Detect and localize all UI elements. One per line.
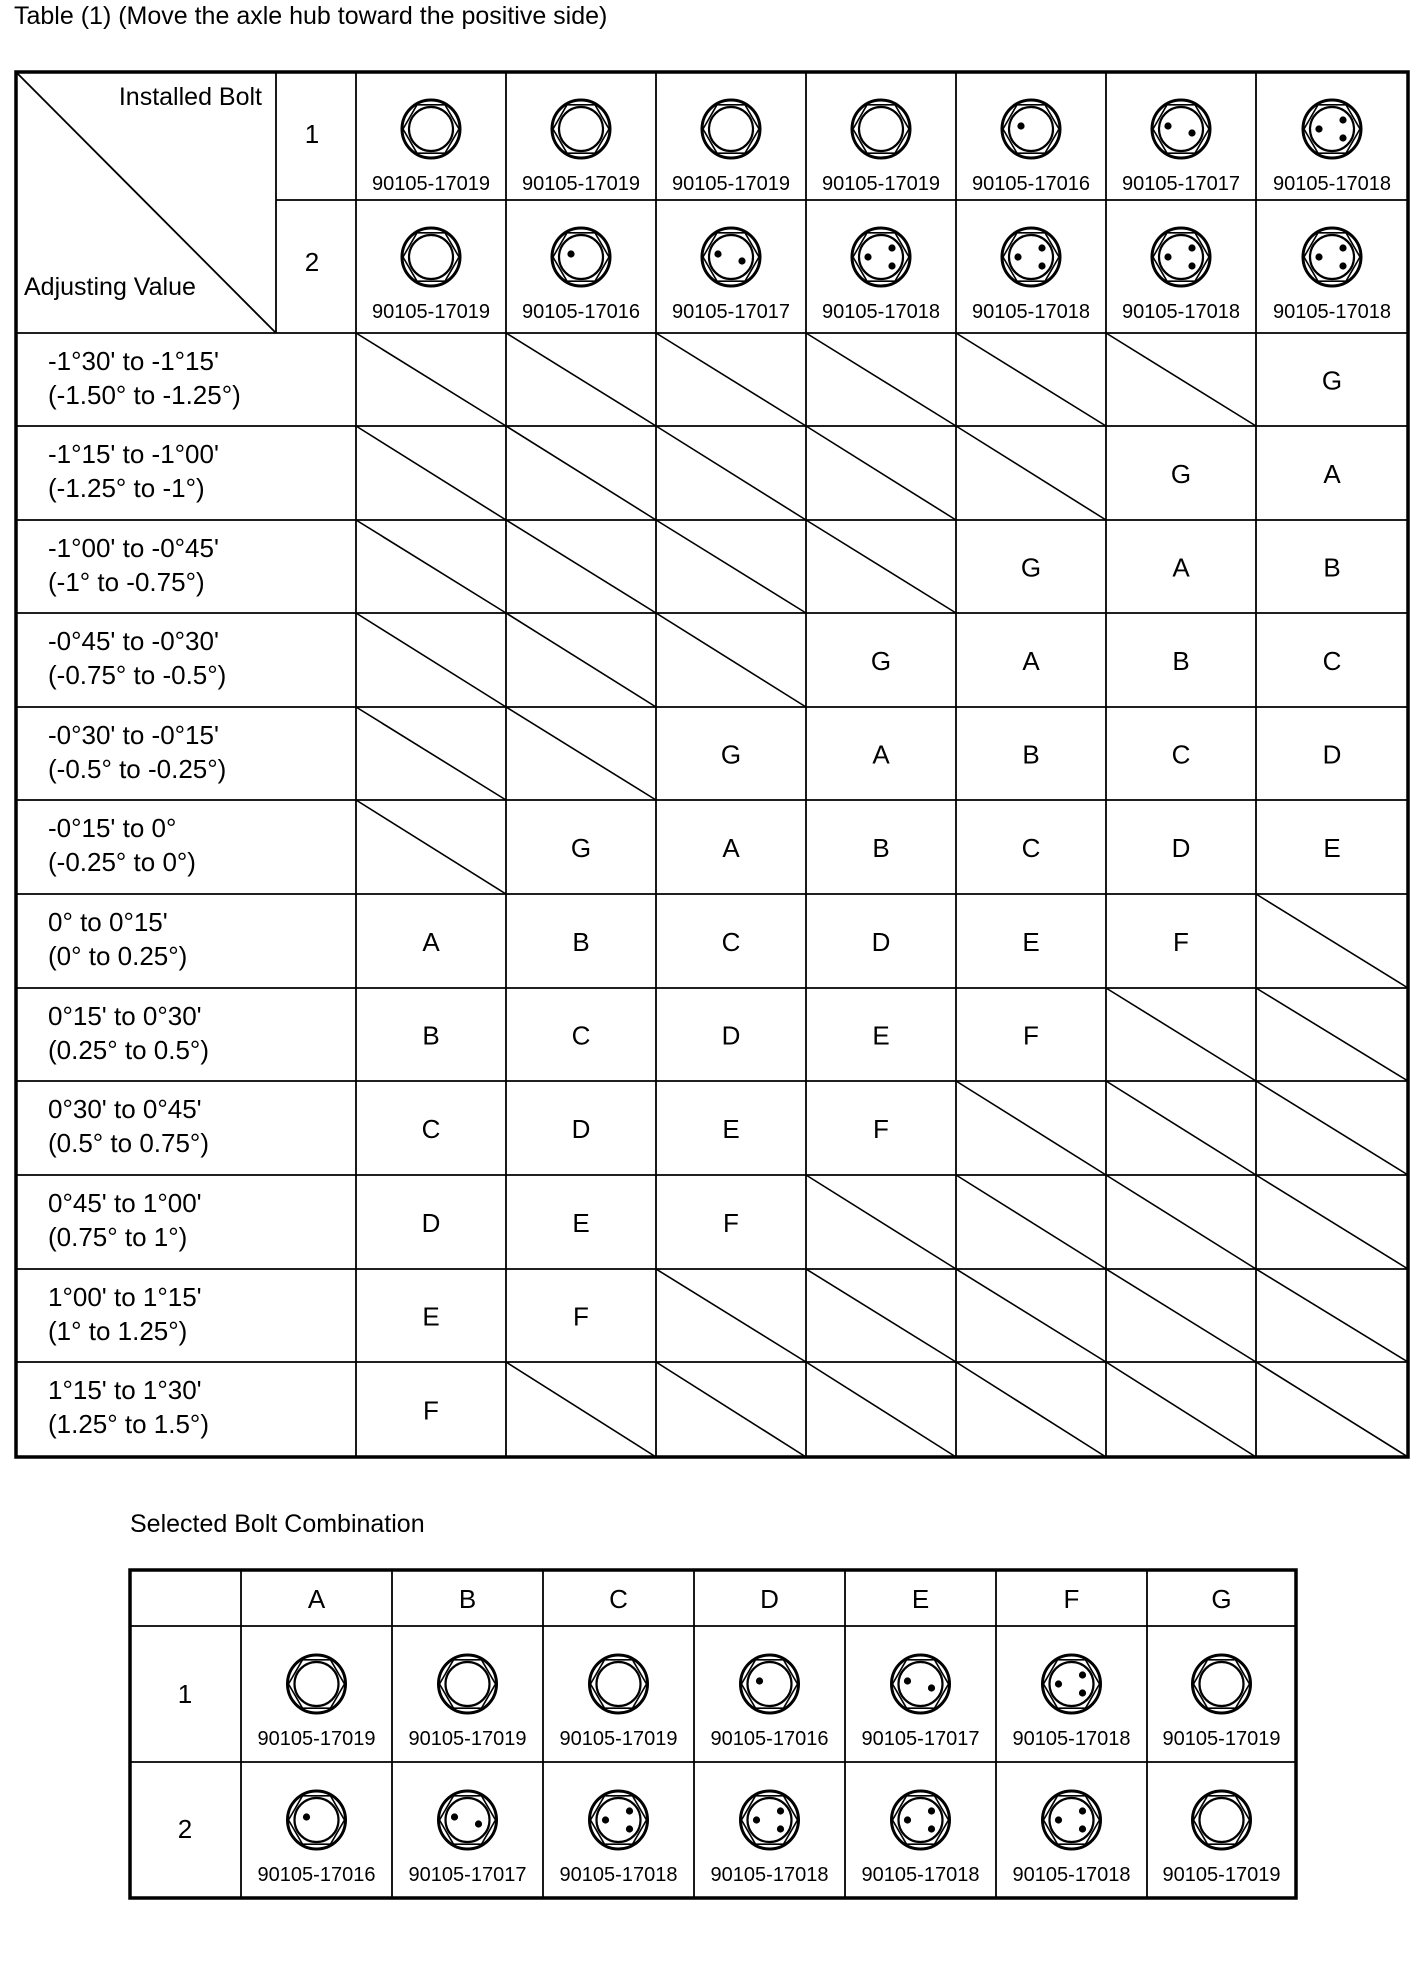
- bolt-icon: [439, 1791, 497, 1849]
- part-number: 90105-17019: [372, 301, 490, 323]
- combo-letter: D: [721, 1020, 741, 1051]
- bolt-inner-circle: [446, 1798, 490, 1842]
- bolt-hex: [289, 1796, 345, 1844]
- bolt-icon: [1193, 1655, 1251, 1713]
- bolt-icon: [741, 1791, 799, 1849]
- bolt-outer-circle: [439, 1655, 497, 1713]
- bolt-hex: [289, 1660, 345, 1708]
- table-caption: Table (1) (Move the axle hub toward the positive side): [14, 2, 608, 30]
- combo-header-letter: G: [1211, 1584, 1232, 1614]
- combo-letter: C: [1171, 739, 1191, 770]
- combo-letter: D: [571, 1114, 591, 1144]
- bolt-dot: [1079, 1671, 1086, 1678]
- range-label: -0°45' to -0°30': [48, 626, 219, 656]
- bolt-inner-circle: [748, 1662, 792, 1706]
- bolt-hex: [591, 1796, 647, 1844]
- combo-letter: B: [572, 927, 590, 957]
- range-label: 0° to 0°15': [48, 907, 168, 937]
- part-number: 90105-17018: [972, 301, 1090, 323]
- bolt-dot: [475, 1820, 482, 1827]
- combo-letter: F: [723, 1208, 739, 1238]
- combo-letter: G: [1321, 365, 1343, 396]
- installed-bolt-label: Installed Bolt: [118, 83, 262, 111]
- combo-letter: B: [422, 1020, 440, 1051]
- part-number: 90105-17018: [1273, 301, 1391, 323]
- bolt-icon: [1043, 1791, 1101, 1849]
- bolt-outer-circle: [892, 1791, 950, 1849]
- range-degrees: (1.25° to 1.5°): [48, 1409, 209, 1439]
- bolt-dot: [753, 1816, 760, 1823]
- range-degrees: (-0.25° to 0°): [48, 847, 196, 877]
- combo-letter: G: [570, 833, 592, 863]
- combo-letter: C: [1322, 646, 1342, 676]
- combo-part-number: 90105-17018: [559, 1864, 678, 1886]
- combo-letter: F: [573, 1301, 589, 1332]
- part-number: 90105-17016: [522, 301, 640, 323]
- bolt-dot: [928, 1684, 935, 1691]
- range-degrees: (-1.25° to -1°): [48, 473, 205, 503]
- bolt-row-2-label: 2: [304, 247, 320, 277]
- bolt-hex: [591, 1660, 647, 1708]
- bolt-outer-circle: [1043, 1655, 1101, 1713]
- combo-letter: A: [722, 833, 740, 863]
- bolt-inner-circle: [1200, 1662, 1244, 1706]
- bolt-dot: [1055, 1816, 1062, 1823]
- combo-letter: C: [1021, 833, 1041, 863]
- bolt-hex: [1044, 1660, 1100, 1708]
- bolt-dot: [626, 1807, 633, 1814]
- bolt-hex: [893, 1796, 949, 1844]
- combo-letter: E: [1323, 833, 1341, 863]
- bolt-inner-circle: [295, 1662, 339, 1706]
- range-degrees: (0° to 0.25°): [48, 941, 188, 971]
- combo-letter: D: [871, 927, 891, 957]
- combo-part-number: 90105-17018: [710, 1864, 829, 1886]
- bolt-outer-circle: [439, 1791, 497, 1849]
- part-number: 90105-17017: [672, 301, 790, 323]
- bolt-dot: [1079, 1807, 1086, 1814]
- combo-letter: A: [1022, 646, 1040, 676]
- bolt-outer-circle: [288, 1791, 346, 1849]
- bolt-outer-circle: [288, 1655, 346, 1713]
- combo-letter: C: [571, 1020, 591, 1051]
- bolt-hex: [1194, 1660, 1250, 1708]
- combo-letter: B: [1022, 739, 1040, 770]
- range-label: -1°00' to -0°45': [48, 533, 219, 563]
- part-number: 90105-17019: [672, 173, 790, 195]
- combo-part-number: 90105-17019: [559, 1728, 678, 1750]
- combo-part-number: 90105-17018: [1012, 1864, 1131, 1886]
- bolt-dot: [928, 1825, 935, 1832]
- combo-part-number: 90105-17019: [408, 1728, 527, 1750]
- combo-part-number: 90105-17019: [257, 1728, 376, 1750]
- bolt-icon: [288, 1655, 346, 1713]
- combo-row-2-label: 2: [177, 1814, 193, 1844]
- combo-letter: A: [422, 927, 440, 957]
- bolt-outer-circle: [590, 1655, 648, 1713]
- bolt-icon: [1043, 1655, 1101, 1713]
- part-number: 90105-17019: [372, 173, 490, 195]
- bolt-icon: [741, 1655, 799, 1713]
- bolt-hex: [1044, 1796, 1100, 1844]
- bolt-dot: [303, 1813, 310, 1820]
- combo-letter: A: [872, 739, 890, 770]
- bolt-hex: [440, 1796, 496, 1844]
- range-degrees: (-1.50° to -1.25°): [48, 380, 241, 410]
- combo-header-letter: F: [1063, 1584, 1080, 1614]
- part-number: 90105-17016: [972, 173, 1090, 195]
- combo-letter: G: [720, 739, 742, 770]
- bolt-outer-circle: [741, 1791, 799, 1849]
- combo-row-1-label: 1: [177, 1679, 193, 1709]
- combo-letter: C: [421, 1114, 441, 1144]
- combo-header-letter: E: [911, 1584, 930, 1614]
- range-degrees: (0.75° to 1°): [48, 1222, 188, 1252]
- bolt-icon: [1193, 1791, 1251, 1849]
- bolt-dot: [1055, 1680, 1062, 1687]
- bolt-dot: [777, 1825, 784, 1832]
- bolt-outer-circle: [1193, 1791, 1251, 1849]
- bolt-outer-circle: [741, 1655, 799, 1713]
- bolt-dot: [602, 1816, 609, 1823]
- combo-part-number: 90105-17018: [1012, 1728, 1131, 1750]
- bolt-inner-circle: [295, 1798, 339, 1842]
- bolt-dot: [626, 1825, 633, 1832]
- combo-header-letter: A: [307, 1584, 326, 1614]
- range-degrees: (-0.5° to -0.25°): [48, 754, 227, 784]
- adjusting-value-label: Adjusting Value: [24, 273, 196, 301]
- combo-letter: E: [872, 1020, 890, 1051]
- range-label: 0°15' to 0°30': [48, 1001, 202, 1031]
- part-number: 90105-17018: [1122, 301, 1240, 323]
- combo-letter: A: [1172, 552, 1190, 583]
- combo-letter: F: [873, 1114, 889, 1144]
- combo-part-number: 90105-17016: [257, 1864, 376, 1886]
- bolt-dot: [928, 1807, 935, 1814]
- part-number: 90105-17017: [1122, 173, 1240, 195]
- range-degrees: (1° to 1.25°): [48, 1316, 188, 1346]
- combo-part-number: 90105-17018: [861, 1864, 980, 1886]
- combo-part-number: 90105-17017: [408, 1864, 527, 1886]
- combo-letter: D: [421, 1208, 441, 1238]
- range-label: -0°15' to 0°: [48, 813, 177, 843]
- combo-letter: A: [1323, 459, 1341, 489]
- combo-letter: G: [1170, 459, 1192, 489]
- range-label: 0°30' to 0°45': [48, 1094, 202, 1124]
- bolt-inner-circle: [1200, 1798, 1244, 1842]
- combo-letter: E: [572, 1208, 590, 1238]
- combo-letter: G: [1020, 552, 1042, 583]
- combo-letter: B: [872, 833, 890, 863]
- combo-letter: B: [1323, 552, 1341, 583]
- bolt-icon: [892, 1655, 950, 1713]
- bolt-dot: [451, 1813, 458, 1820]
- bolt-icon: [590, 1791, 648, 1849]
- part-number: 90105-17018: [1273, 173, 1391, 195]
- range-label: 1°15' to 1°30': [48, 1375, 202, 1405]
- bolt-hex: [1194, 1796, 1250, 1844]
- combo-letter: B: [1172, 646, 1190, 676]
- bolt-hex: [440, 1660, 496, 1708]
- bolt-icon: [892, 1791, 950, 1849]
- combo-header-letter: C: [609, 1584, 628, 1614]
- combo-letter: E: [422, 1301, 440, 1332]
- part-number: 90105-17019: [522, 173, 640, 195]
- bolt-outer-circle: [1043, 1791, 1101, 1849]
- range-degrees: (-1° to -0.75°): [48, 567, 205, 597]
- range-degrees: (0.25° to 0.5°): [48, 1035, 209, 1065]
- bolt-outer-circle: [590, 1791, 648, 1849]
- bolt-icon: [288, 1791, 346, 1849]
- combo-header-letter: B: [458, 1584, 477, 1614]
- combo-letter: F: [423, 1395, 439, 1426]
- bolt-inner-circle: [597, 1662, 641, 1706]
- bolt-dot: [904, 1677, 911, 1684]
- bolt-dot: [904, 1816, 911, 1823]
- bolt-hex: [742, 1660, 798, 1708]
- combo-letter: F: [1023, 1020, 1039, 1051]
- bolt-outer-circle: [892, 1655, 950, 1713]
- bolt-hex: [742, 1796, 798, 1844]
- bolt-inner-circle: [446, 1662, 490, 1706]
- combo-part-number: 90105-17016: [710, 1728, 829, 1750]
- bolt-outer-circle: [1193, 1655, 1251, 1713]
- bolt-inner-circle: [899, 1662, 943, 1706]
- combo-letter: D: [1171, 833, 1191, 863]
- combo-letter: E: [1022, 927, 1040, 957]
- range-label: -1°30' to -1°15': [48, 346, 219, 376]
- range-label: -1°15' to -1°00': [48, 439, 219, 469]
- bolt-icon: [439, 1655, 497, 1713]
- bolt-icon: [590, 1655, 648, 1713]
- combo-header-letter: D: [760, 1584, 779, 1614]
- bolt-dot: [1079, 1689, 1086, 1696]
- range-label: 1°00' to 1°15': [48, 1282, 202, 1312]
- range-label: -0°30' to -0°15': [48, 720, 219, 750]
- combo-letter: E: [722, 1114, 740, 1144]
- bolt-row-1-label: 1: [304, 119, 320, 149]
- range-label: 0°45' to 1°00': [48, 1188, 202, 1218]
- combo-letter: D: [1322, 739, 1342, 770]
- combo-caption: Selected Bolt Combination: [130, 1510, 425, 1538]
- part-number: 90105-17019: [822, 173, 940, 195]
- combo-part-number: 90105-17019: [1162, 1728, 1281, 1750]
- bolt-dot: [1079, 1825, 1086, 1832]
- bolt-dot: [777, 1807, 784, 1814]
- range-degrees: (-0.75° to -0.5°): [48, 660, 227, 690]
- combo-letter: C: [721, 927, 741, 957]
- combo-letter: F: [1173, 927, 1189, 957]
- bolt-hex: [893, 1660, 949, 1708]
- part-number: 90105-17018: [822, 301, 940, 323]
- combo-part-number: 90105-17019: [1162, 1864, 1281, 1886]
- combo-letter: G: [870, 646, 892, 676]
- bolt-dot: [756, 1677, 763, 1684]
- range-degrees: (0.5° to 0.75°): [48, 1128, 209, 1158]
- combo-part-number: 90105-17017: [861, 1728, 980, 1750]
